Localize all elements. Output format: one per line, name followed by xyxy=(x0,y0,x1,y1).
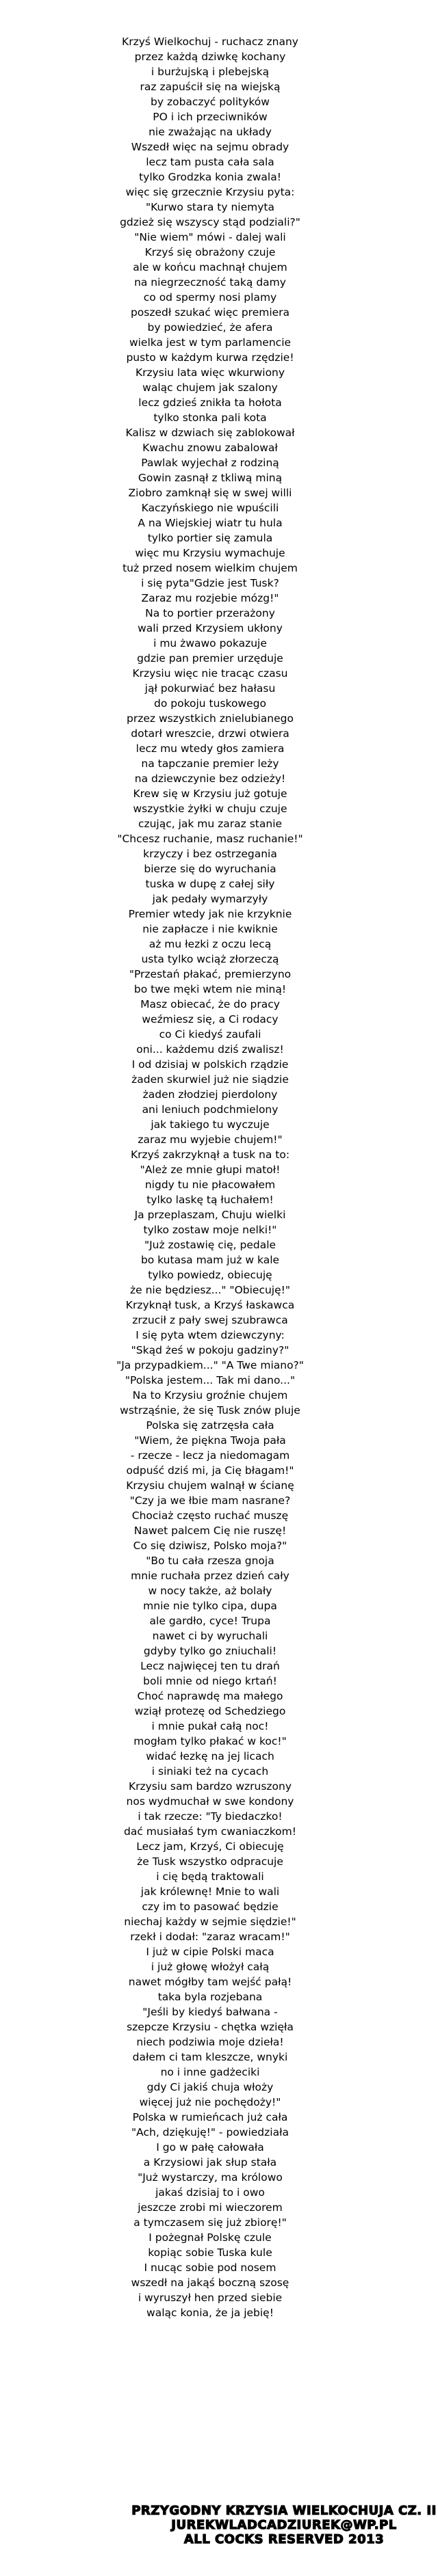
poem-line: aż mu łezki z oczu lecą xyxy=(149,938,272,950)
poem-line: I nucąc sobie pod nosem xyxy=(144,2262,276,2274)
poem-line: na niegrzeczność taką damy xyxy=(134,276,286,289)
poem-line: przez wszystkich znielubianego xyxy=(127,712,294,725)
poem-line: a tymczasem się już zbiorę!" xyxy=(133,2216,287,2229)
poem-line: Wszedł więc na sejmu obrady xyxy=(131,141,289,153)
poem-line: lecz tam pusta cała sala xyxy=(146,156,274,168)
poem-line: Ziobro zamknął się w swej willi xyxy=(128,487,292,499)
poem-line: boli mnie od niego krtań! xyxy=(143,1675,277,1687)
poem-line: i burżujską i plebejską xyxy=(151,66,270,78)
footer-credit-line: JUREKWLADCADZIUREK@WP.PL xyxy=(171,2518,397,2532)
poem-line: "Polska jestem... Tak mi dano..." xyxy=(125,1374,296,1386)
poem-line: i tak rzecze: "Ty biedaczko! xyxy=(138,1810,283,1823)
poem-line: dałem ci tam kleszcze, wnyki xyxy=(132,2051,288,2063)
poem-line: Krzysiu sam bardzo wzruszony xyxy=(128,1780,292,1793)
poem-line: wszedł na jakąś boczną szosę xyxy=(131,2277,289,2289)
poem-line: Gowin zasnął z tkliwą miną xyxy=(138,472,283,484)
poem-line: i mnie pukał całą noc! xyxy=(151,1720,269,1732)
poem-line: Lecz najwięcej ten tu drań xyxy=(140,1660,280,1672)
poem-line: tylko laskę tą łuchałem! xyxy=(146,1194,274,1206)
poem-line: gdyby tylko go zniuchali! xyxy=(143,1645,277,1657)
poem-line: "Czy ja we łbie mam nasrane? xyxy=(129,1494,291,1507)
poem-line: widać łezkę na jej licach xyxy=(146,1750,274,1762)
poem-line: Na to Krzysiu groźnie chujem xyxy=(132,1389,288,1401)
poem-line: waląc konia, że ja jebię! xyxy=(146,2307,274,2319)
poem-line: Krzysiu chujem walnął w ścianę xyxy=(126,1479,294,1492)
poem-line: Premier wtedy jak nie krzyknie xyxy=(128,908,292,920)
poem-line: Krzyś Wielkochuj - ruchacz znany xyxy=(122,36,298,48)
poem-line: "Nie wiem" mówi - dalej wali xyxy=(134,231,286,243)
poem-line: na dziewczynie bez odzieży! xyxy=(134,773,286,785)
poem-line: odpuść dziś mi, ja Cię błagam!" xyxy=(126,1464,294,1477)
poem-line: więcej już nie pochędoży!" xyxy=(139,2096,281,2108)
poem-line: czując, jak mu zaraz stanie xyxy=(138,818,283,830)
poem-line: i cię będą traktowali xyxy=(156,1870,264,1883)
poem-line: jeszcze zrobi mi wieczorem xyxy=(138,2201,283,2214)
poem-line: jak pedały wymarzyły xyxy=(152,893,268,905)
poem-line: rzekł i dodał: "zaraz wracam!" xyxy=(130,1931,290,1943)
poem-line: I go w pałę całowała xyxy=(156,2141,264,2154)
poem-line: "Jeśli by kiedyś bałwana - xyxy=(142,2006,278,2018)
poem-line: do pokoju tuskowego xyxy=(154,697,266,710)
poem-line: Pawlak wyjechał z rodziną xyxy=(141,457,279,469)
poem-line: Krzyknął tusk, a Krzyś łaskawca xyxy=(125,1299,295,1311)
poem-line: a Krzysiowi jak słup stała xyxy=(143,2156,277,2169)
poem-line: tylko Grodzka konia zwala! xyxy=(139,171,281,183)
poem-line: gdzie pan premier urzęduje xyxy=(137,652,283,665)
poem-line: kopiąc sobie Tuska kule xyxy=(148,2246,272,2259)
poem-line: żaden złodziej pierdolony xyxy=(142,1088,278,1101)
poem-line: tuż przed nosem wielkim chujem xyxy=(123,562,298,574)
poem-line: dotarł wreszcie, drzwi otwiera xyxy=(131,727,289,740)
poem-line: weźmiesz się, a Ci rodacy xyxy=(142,1013,279,1025)
poem-line: nie zważając na układy xyxy=(149,126,272,138)
poem-line: czy im to pasować będzie xyxy=(142,1901,279,1913)
poem-line: "Już zostawię cię, pedale xyxy=(144,1239,276,1251)
poem-line: Krew się w Krzysiu już gotuje xyxy=(133,788,287,800)
poem-line: tylko portier się zamula xyxy=(147,532,273,544)
poem-line: wziął protezę od Schedziego xyxy=(134,1705,286,1717)
poem-line: Polska w rumieńcach już cała xyxy=(132,2111,288,2123)
poem-line: bierze się do wyruchania xyxy=(144,863,276,875)
poem-line: szepcze Krzysiu - chętka wzięła xyxy=(127,2021,294,2033)
poem-line: Krzyś się obrażony czuje xyxy=(144,246,276,258)
poem-line: bo twe męki wtem nie miną! xyxy=(133,983,287,995)
poem-line: Co się dziwisz, Polsko moja?" xyxy=(133,1540,287,1552)
poem-line: Choć naprawdę ma małego xyxy=(137,1690,283,1702)
poem-line: Nawet palcem Cię nie ruszę! xyxy=(133,1525,287,1537)
poem-line: krzyczy i bez ostrzegania xyxy=(143,848,277,860)
poem-line: lecz gdzieś znikła ta hołota xyxy=(138,397,282,409)
poem-line: i wyruszył hen przed siebie xyxy=(138,2292,283,2304)
poem-line: Krzysiu lata więc wkurwiony xyxy=(135,366,285,379)
poem-line: "Bo tu cała rzesza gnoja xyxy=(146,1555,274,1567)
poem-line: Kwachu znowu zabalował xyxy=(142,442,278,454)
poem-line: więc mu Krzysiu wymachuje xyxy=(135,547,285,559)
poem-line: Zaraz mu rozjebie mózg!" xyxy=(141,592,279,604)
poem-line: taka byla rozjebana xyxy=(157,1991,263,2003)
poem-line: raz zapuścił się na wiejską xyxy=(140,81,281,93)
poem-line: ani leniuch podchmielony xyxy=(142,1103,279,1116)
poem-line: jak takiego tu wyczuje xyxy=(151,1118,270,1131)
poem-line: jął pokurwiać bez hałasu xyxy=(144,682,276,695)
poem-line: I się pyta wtem dziewczyny: xyxy=(136,1329,285,1341)
poem-line: tylko stonka pali kota xyxy=(153,412,267,424)
poem-line: tylko powiedz, obiecuję xyxy=(148,1269,272,1281)
poem-line: Kaczyńskiego nie wpuścili xyxy=(141,502,279,514)
poem-line: by zobaczyć polityków xyxy=(151,96,270,108)
poem-line: co Ci kiedyś zaufali xyxy=(159,1028,261,1041)
poem-line: usta tylko wciąż złorzeczą xyxy=(141,953,279,965)
poem-line: Lecz jam, Krzyś, Ci obiecuję xyxy=(136,1840,284,1853)
poem-line: "Przestań płakać, premierzyno xyxy=(129,968,292,980)
poem-line: przez każdą dziwkę kochany xyxy=(134,51,286,63)
poem-line: Ja przeplaszam, Chuju wielki xyxy=(134,1209,286,1221)
poem-line: by powiedzieć, że afera xyxy=(147,321,273,334)
poem-line: że nie będziesz..." "Obiecuję!" xyxy=(130,1284,290,1296)
poem-line: "Chcesz ruchanie, masz ruchanie!" xyxy=(117,833,303,845)
poem-line: jakaś dzisiaj to i owo xyxy=(155,2186,265,2199)
poem-line: Na to portier przerażony xyxy=(145,607,275,619)
poem-line: "Ależ ze mnie głupi matoł! xyxy=(140,1164,281,1176)
poem-line: A na Wiejskiej wiatr tu hula xyxy=(138,517,283,529)
poem-line: Krzysiu więc nie tracąc czasu xyxy=(132,667,288,680)
poem-line: mogłam tylko płakać w koc!" xyxy=(133,1735,287,1747)
poem-line: wali przed Krzysiem ukłony xyxy=(138,622,283,634)
poem-line: tuska w dupę z całej siły xyxy=(145,878,275,890)
poem-line: gdy Ci jakiś chuja włoży xyxy=(146,2081,274,2093)
poem-line: że Tusk wszystko odpracuje xyxy=(137,1855,283,1868)
poem-line: dać musiałaś tym cwaniaczkom! xyxy=(124,1825,296,1838)
poem-line: nie zapłacze i nie kwiknie xyxy=(142,923,278,935)
poem-line: i siniaki też na cycach xyxy=(151,1765,269,1777)
poem-line: zrzucił z pały swej szubrawca xyxy=(132,1314,288,1326)
poem-line: mnie ruchała przez dzień cały xyxy=(131,1570,289,1582)
poem-line: "Kurwo stara ty niemyta xyxy=(146,201,274,213)
poem-line: nawet ci by wyruchali xyxy=(152,1630,268,1642)
poem-line: i się pyta"Gdzie jest Tusk? xyxy=(141,577,279,589)
poem-line: Chociaż często ruchać muszę xyxy=(131,1510,289,1522)
poem-line: nawet mógłby tam wejść pałą! xyxy=(128,1976,292,1988)
poem-line: "Już wystarczy, ma królowo xyxy=(138,2171,283,2184)
poem-line: no i inne gadżeciki xyxy=(160,2066,260,2078)
poem-line: waląc chujem jak szalony xyxy=(142,381,278,394)
poem-line: "Skąd żeś w pokoju gadziny?" xyxy=(131,1344,289,1356)
poem-line: zaraz mu wyjebie chujem!" xyxy=(138,1133,283,1146)
poem-line: tylko zostaw moje nelki!" xyxy=(143,1224,277,1236)
poem-line: wszystkie żyłki w chuju czuje xyxy=(133,803,287,815)
poem-line: pusto w każdym kurwa rzędzie! xyxy=(126,351,294,364)
poem-text-block xyxy=(0,34,429,2320)
poem-line: I pożegnał Polskę czule xyxy=(149,2231,272,2244)
poem-line: w nocy także, aż bolały xyxy=(148,1585,272,1597)
poem-line: na tapczanie premier leży xyxy=(141,757,279,770)
poem-line: "Ja przypadkiem..." "A Twe miano?" xyxy=(116,1359,304,1371)
footer-credit-line: PRZYGODNY KRZYSIA WIELKOCHUJA CZ. II xyxy=(131,2504,437,2518)
poem-line: żaden skurwiel już nie siądzie xyxy=(131,1073,289,1086)
poem-line: I od dzisiaj w polskich rządzie xyxy=(131,1058,289,1071)
poem-line: wielka jest w tym parlamencie xyxy=(129,336,292,349)
poem-line: oni... każdemu dziś zwalisz! xyxy=(136,1043,284,1056)
poem-line: ale w końcu machnął chujem xyxy=(133,261,287,273)
poem-line: nigdy tu nie płacowałem xyxy=(144,1179,276,1191)
poem-line: lecz mu wtedy głos zamiera xyxy=(136,742,285,755)
footer-credits-block xyxy=(0,2504,438,2547)
poem-line: ale gardło, cyce! Trupa xyxy=(149,1615,271,1627)
poem-line: I już w cipie Polski maca xyxy=(146,1946,274,1958)
poem-line: PO i ich przeciwników xyxy=(153,111,268,123)
poem-line: Krzyś zakrzyknął a tusk na to: xyxy=(130,1149,290,1161)
poem-line: i już głowę włożył całą xyxy=(151,1961,270,1973)
poem-line: więc się grzecznie Krzysiu pyta: xyxy=(125,186,295,198)
poem-line: niech podziwia moje dzieła! xyxy=(136,2036,284,2048)
poem-line: wstrząśnie, że się Tusk znów pluje xyxy=(120,1404,300,1417)
poem-line: mnie nie tylko cipa, dupa xyxy=(143,1600,277,1612)
poem-line: i mu żwawo pokazuje xyxy=(153,637,267,649)
poem-line: nos wydmuchał w swe kondony xyxy=(126,1795,294,1808)
poem-line: poszedł szukać więc premiera xyxy=(130,306,290,319)
poem-line: Polska się zatrzęsła cała xyxy=(146,1419,274,1432)
poem-line: Kalisz w dzwiach się zablokował xyxy=(125,427,295,439)
poem-line: "Wiem, że piękna Twoja pała xyxy=(134,1434,286,1447)
poem-line: jak królewnę! Mnie to wali xyxy=(140,1886,280,1898)
poem-line: - rzecze - lecz ja niedomagam xyxy=(130,1449,290,1462)
footer-credit-line: ALL COCKS RESERVED 2013 xyxy=(183,2532,385,2547)
poem-line: niechaj każdy w sejmie siędzie!" xyxy=(124,1916,296,1928)
poem-line: gdzież się wszyscy stąd podziali?" xyxy=(120,216,300,228)
poem-line: co od spermy nosi plamy xyxy=(143,291,277,304)
poem-line: bo kutasa mam już w kale xyxy=(140,1254,280,1266)
poem-line: "Ach, dziękuję!" - powiedziała xyxy=(131,2126,289,2138)
poem-line: Masz obiecać, że do pracy xyxy=(140,998,280,1010)
